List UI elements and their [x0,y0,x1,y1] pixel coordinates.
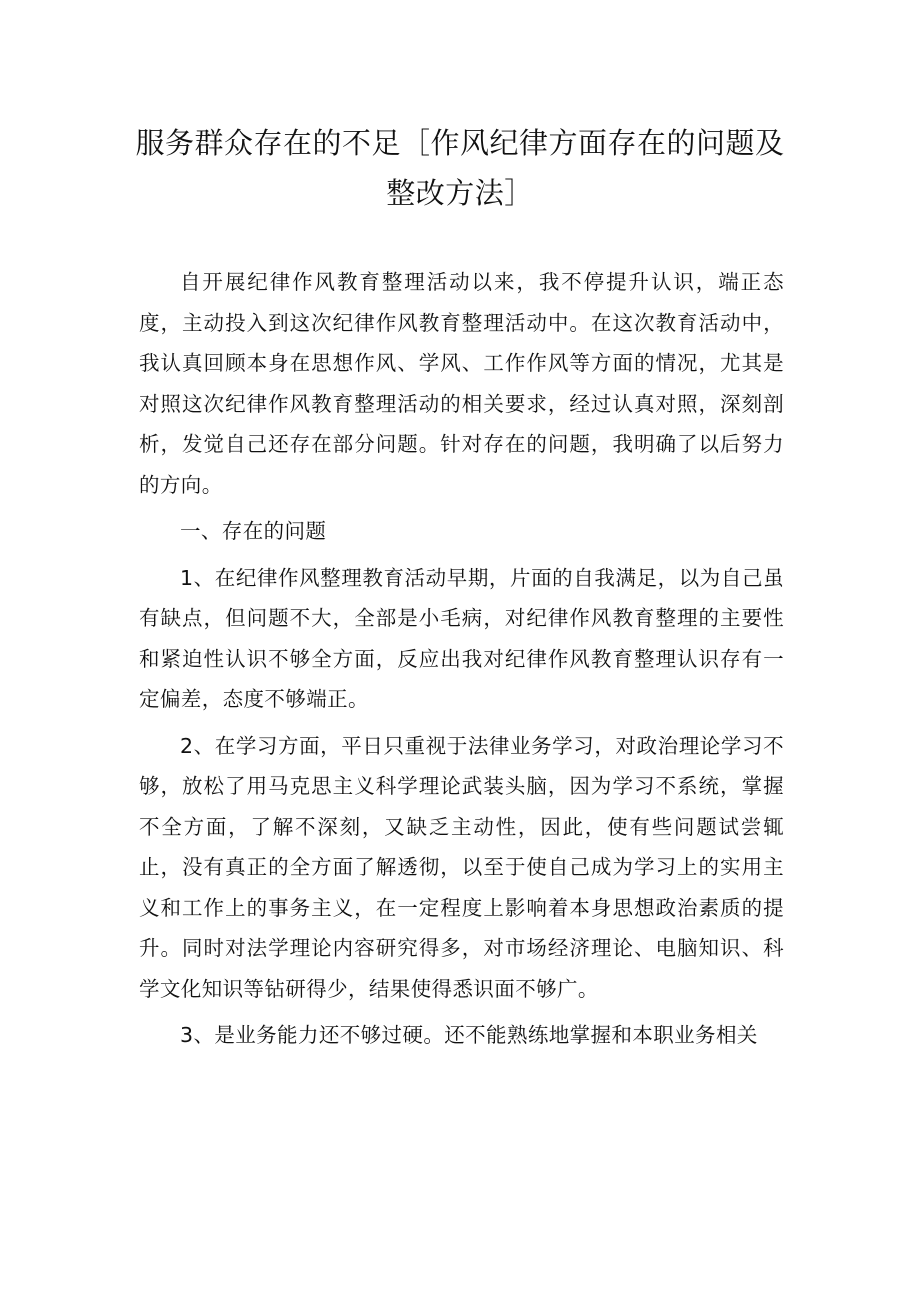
section-heading: 一、存在的问题 [180,519,327,543]
document-title: 服务群众存在的不足［作风纪律方面存在的问题及整改方法］ [135,126,785,210]
paragraph-item-2: 2、在学习方面，平日只重视于法律业务学习，对政治理论学习不够，放松了用马克思主义科学理论武装头脑，因为学习不系统，掌握不全方面，了解不深刻，又缺乏主动性，因此，使有些问题试尝辄止，没有真正的全方面了解透彻，以至于使自己成为学习上的实用主义和工作上的事务主义，在一定程度上影响着本身思想政治素质的提升。同时对法学理论内容研究得多，对市场经济理论、电脑知识、科学文化知识等钻研得少，结果使得悉识面不够广。 [139,733,784,1001]
paragraph-intro: 自开展纪律作风教育整理活动以来，我不停提升认识，端正态度，主动投入到这次纪律作风教育整理活动中。在这次教育活动中，我认真回顾本身在思想作风、学风、工作作风等方面的情况，尤其是对照这次纪律作风教育整理活动的相关要求，经过认真对照，深刻剖析，发觉自己还存在部分问题。针对存在的问题，我明确了以后努力的方向。 [139,270,784,497]
paragraph-item-1: 1、在纪律作风整理教育活动早期，片面的自我满足，以为自己虽有缺点，但问题不大，全部是小毛病，对纪律作风教育整理的主要性和紧迫性认识不够全方面，反应出我对纪律作风教育整理认识存有一定偏差，态度不够端正。 [139,565,784,711]
document-body [139,262,784,1062]
paragraph-item-3: 3、是业务能力还不够过硬。还不能熟练地掌握和本职业务相关 [180,1023,758,1047]
